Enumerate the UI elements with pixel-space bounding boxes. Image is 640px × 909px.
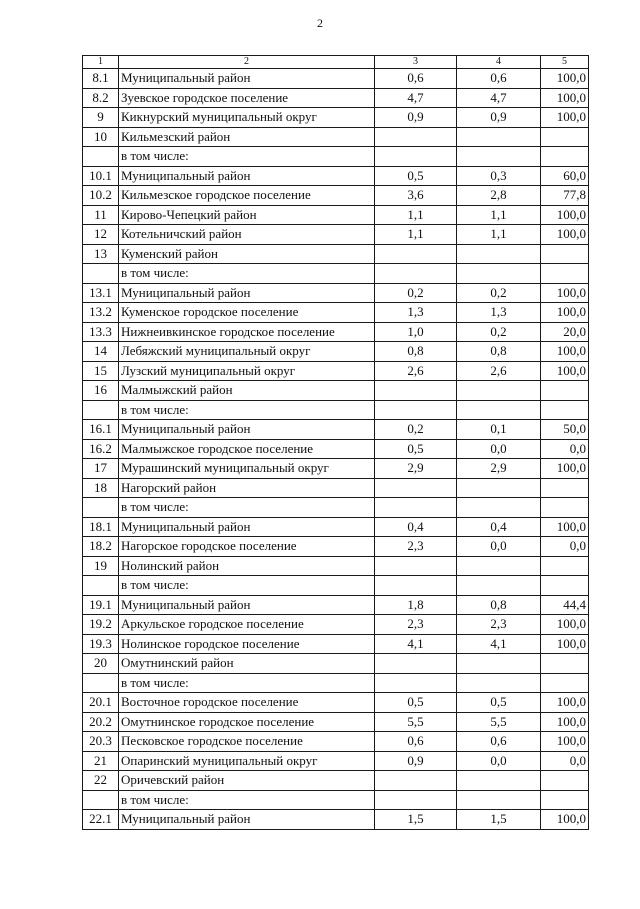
row-number-cell: 18.2 xyxy=(83,537,119,557)
row-actual-cell: 0,3 xyxy=(457,166,541,186)
row-plan-cell xyxy=(375,771,457,791)
row-percent-cell: 60,0 xyxy=(541,166,589,186)
row-actual-cell xyxy=(457,576,541,596)
table-row xyxy=(83,634,589,654)
row-name-cell: в том числе: xyxy=(119,400,375,420)
row-name-cell: Кильмезский район xyxy=(119,127,375,147)
row-number-cell: 22.1 xyxy=(83,810,119,830)
row-percent-cell: 100,0 xyxy=(541,283,589,303)
row-name-cell: Муниципальный район xyxy=(119,166,375,186)
row-percent-cell: 0,0 xyxy=(541,537,589,557)
table-row xyxy=(83,615,589,635)
row-percent-cell xyxy=(541,381,589,401)
row-percent-cell: 100,0 xyxy=(541,634,589,654)
row-name-cell: в том числе: xyxy=(119,264,375,284)
row-name-cell: Муниципальный район xyxy=(119,420,375,440)
row-name-cell: в том числе: xyxy=(119,147,375,167)
row-percent-cell: 100,0 xyxy=(541,88,589,108)
row-actual-cell xyxy=(457,400,541,420)
row-actual-cell xyxy=(457,498,541,518)
row-name-cell: Малмыжский район xyxy=(119,381,375,401)
row-name-cell: Нагорское городское поселение xyxy=(119,537,375,557)
row-number-cell: 16.2 xyxy=(83,439,119,459)
table-row xyxy=(83,322,589,342)
row-plan-cell xyxy=(375,127,457,147)
table-row xyxy=(83,205,589,225)
row-plan-cell: 1,0 xyxy=(375,322,457,342)
row-percent-cell xyxy=(541,478,589,498)
table-row xyxy=(83,810,589,830)
table-row xyxy=(83,712,589,732)
row-number-cell: 13 xyxy=(83,244,119,264)
row-percent-cell: 100,0 xyxy=(541,303,589,323)
row-actual-cell xyxy=(457,654,541,674)
row-plan-cell: 0,9 xyxy=(375,108,457,128)
row-percent-cell xyxy=(541,654,589,674)
row-plan-cell xyxy=(375,790,457,810)
row-number-cell: 10 xyxy=(83,127,119,147)
row-number-cell: 9 xyxy=(83,108,119,128)
row-actual-cell: 2,3 xyxy=(457,615,541,635)
row-percent-cell: 20,0 xyxy=(541,322,589,342)
row-name-cell: Муниципальный район xyxy=(119,810,375,830)
row-percent-cell xyxy=(541,556,589,576)
row-actual-cell xyxy=(457,127,541,147)
table-row xyxy=(83,88,589,108)
table-row xyxy=(83,186,589,206)
table-row xyxy=(83,166,589,186)
row-percent-cell: 100,0 xyxy=(541,712,589,732)
row-plan-cell xyxy=(375,576,457,596)
row-actual-cell xyxy=(457,478,541,498)
row-number-cell: 8.1 xyxy=(83,69,119,89)
header-col-2: 2 xyxy=(119,56,375,69)
row-name-cell: Лебяжский муниципальный округ xyxy=(119,342,375,362)
row-actual-cell xyxy=(457,790,541,810)
row-name-cell: Зуевское городское поселение xyxy=(119,88,375,108)
row-actual-cell xyxy=(457,381,541,401)
row-plan-cell xyxy=(375,556,457,576)
row-percent-cell xyxy=(541,147,589,167)
row-number-cell xyxy=(83,576,119,596)
table-row xyxy=(83,108,589,128)
row-name-cell: Малмыжское городское поселение xyxy=(119,439,375,459)
row-actual-cell: 4,7 xyxy=(457,88,541,108)
row-name-cell: Восточное городское поселение xyxy=(119,693,375,713)
table-row xyxy=(83,478,589,498)
table-row xyxy=(83,420,589,440)
row-actual-cell: 0,1 xyxy=(457,420,541,440)
row-name-cell: в том числе: xyxy=(119,498,375,518)
table-row xyxy=(83,537,589,557)
row-number-cell: 20.1 xyxy=(83,693,119,713)
row-percent-cell: 100,0 xyxy=(541,732,589,752)
row-actual-cell: 5,5 xyxy=(457,712,541,732)
row-actual-cell: 0,5 xyxy=(457,693,541,713)
row-plan-cell xyxy=(375,654,457,674)
row-plan-cell: 1,5 xyxy=(375,810,457,830)
table-row xyxy=(83,147,589,167)
row-actual-cell: 2,9 xyxy=(457,459,541,479)
row-actual-cell: 0,6 xyxy=(457,69,541,89)
row-actual-cell: 1,1 xyxy=(457,205,541,225)
row-plan-cell xyxy=(375,400,457,420)
row-number-cell xyxy=(83,264,119,284)
row-actual-cell: 2,8 xyxy=(457,186,541,206)
row-plan-cell: 1,8 xyxy=(375,595,457,615)
table-row xyxy=(83,400,589,420)
table-row xyxy=(83,361,589,381)
row-plan-cell: 0,5 xyxy=(375,439,457,459)
row-percent-cell: 100,0 xyxy=(541,693,589,713)
row-name-cell: в том числе: xyxy=(119,673,375,693)
row-actual-cell: 0,4 xyxy=(457,517,541,537)
row-actual-cell: 0,8 xyxy=(457,595,541,615)
row-plan-cell: 1,3 xyxy=(375,303,457,323)
row-name-cell: Оричевский район xyxy=(119,771,375,791)
row-percent-cell: 44,4 xyxy=(541,595,589,615)
table-row xyxy=(83,771,589,791)
row-actual-cell xyxy=(457,673,541,693)
row-percent-cell xyxy=(541,576,589,596)
row-plan-cell xyxy=(375,498,457,518)
row-plan-cell: 3,6 xyxy=(375,186,457,206)
row-plan-cell xyxy=(375,244,457,264)
row-plan-cell: 1,1 xyxy=(375,205,457,225)
row-name-cell: в том числе: xyxy=(119,576,375,596)
row-percent-cell xyxy=(541,127,589,147)
table-row xyxy=(83,498,589,518)
row-number-cell: 11 xyxy=(83,205,119,225)
row-plan-cell: 2,6 xyxy=(375,361,457,381)
row-plan-cell: 0,8 xyxy=(375,342,457,362)
row-number-cell: 12 xyxy=(83,225,119,245)
row-name-cell: Нолинский район xyxy=(119,556,375,576)
row-plan-cell: 4,7 xyxy=(375,88,457,108)
row-plan-cell: 0,5 xyxy=(375,693,457,713)
row-percent-cell: 77,8 xyxy=(541,186,589,206)
row-percent-cell: 100,0 xyxy=(541,361,589,381)
row-name-cell: Мурашинский муниципальный округ xyxy=(119,459,375,479)
row-percent-cell xyxy=(541,771,589,791)
table-row xyxy=(83,127,589,147)
row-actual-cell: 0,0 xyxy=(457,439,541,459)
row-name-cell: Кикнурский муниципальный округ xyxy=(119,108,375,128)
row-actual-cell: 1,5 xyxy=(457,810,541,830)
row-percent-cell: 0,0 xyxy=(541,439,589,459)
header-row xyxy=(83,56,589,69)
row-name-cell: Нагорский район xyxy=(119,478,375,498)
row-plan-cell: 0,5 xyxy=(375,166,457,186)
row-actual-cell xyxy=(457,244,541,264)
table-row xyxy=(83,654,589,674)
table-row xyxy=(83,790,589,810)
table-body xyxy=(83,69,589,830)
row-number-cell: 19.3 xyxy=(83,634,119,654)
row-percent-cell xyxy=(541,400,589,420)
row-name-cell: в том числе: xyxy=(119,790,375,810)
row-number-cell: 18 xyxy=(83,478,119,498)
row-plan-cell: 4,1 xyxy=(375,634,457,654)
table-row xyxy=(83,595,589,615)
table-row xyxy=(83,751,589,771)
row-percent-cell: 50,0 xyxy=(541,420,589,440)
row-actual-cell: 1,1 xyxy=(457,225,541,245)
table-row xyxy=(83,556,589,576)
header-col-4: 4 xyxy=(457,56,541,69)
table-row xyxy=(83,244,589,264)
row-actual-cell: 0,0 xyxy=(457,537,541,557)
row-number-cell: 21 xyxy=(83,751,119,771)
row-name-cell: Котельничский район xyxy=(119,225,375,245)
row-name-cell: Лузский муниципальный округ xyxy=(119,361,375,381)
row-percent-cell xyxy=(541,244,589,264)
row-plan-cell: 1,1 xyxy=(375,225,457,245)
row-plan-cell: 0,2 xyxy=(375,420,457,440)
row-name-cell: Куменский район xyxy=(119,244,375,264)
row-name-cell: Кирово-Чепецкий район xyxy=(119,205,375,225)
table-row xyxy=(83,576,589,596)
row-name-cell: Кильмезское городское поселение xyxy=(119,186,375,206)
data-table xyxy=(82,55,589,830)
table-row xyxy=(83,693,589,713)
row-number-cell: 13.1 xyxy=(83,283,119,303)
row-number-cell: 14 xyxy=(83,342,119,362)
row-percent-cell: 0,0 xyxy=(541,751,589,771)
table-row xyxy=(83,69,589,89)
row-actual-cell: 0,0 xyxy=(457,751,541,771)
row-name-cell: Муниципальный район xyxy=(119,69,375,89)
row-name-cell: Аркульское городское поселение xyxy=(119,615,375,635)
row-plan-cell: 0,2 xyxy=(375,283,457,303)
table-row xyxy=(83,264,589,284)
row-plan-cell: 5,5 xyxy=(375,712,457,732)
row-name-cell: Муниципальный район xyxy=(119,517,375,537)
row-plan-cell xyxy=(375,264,457,284)
table-row xyxy=(83,283,589,303)
row-number-cell: 20.2 xyxy=(83,712,119,732)
row-number-cell: 17 xyxy=(83,459,119,479)
row-percent-cell: 100,0 xyxy=(541,810,589,830)
row-percent-cell: 100,0 xyxy=(541,342,589,362)
row-number-cell xyxy=(83,147,119,167)
row-plan-cell: 0,9 xyxy=(375,751,457,771)
row-name-cell: Муниципальный район xyxy=(119,283,375,303)
row-actual-cell: 0,8 xyxy=(457,342,541,362)
row-plan-cell: 2,3 xyxy=(375,615,457,635)
row-number-cell: 15 xyxy=(83,361,119,381)
row-actual-cell xyxy=(457,264,541,284)
row-number-cell xyxy=(83,400,119,420)
row-percent-cell xyxy=(541,673,589,693)
row-plan-cell xyxy=(375,478,457,498)
row-actual-cell: 0,9 xyxy=(457,108,541,128)
table-row xyxy=(83,381,589,401)
row-number-cell: 10.1 xyxy=(83,166,119,186)
table-row xyxy=(83,303,589,323)
row-actual-cell: 2,6 xyxy=(457,361,541,381)
row-plan-cell: 2,3 xyxy=(375,537,457,557)
row-name-cell: Нижнеивкинское городское поселение xyxy=(119,322,375,342)
row-actual-cell: 0,2 xyxy=(457,283,541,303)
row-actual-cell xyxy=(457,556,541,576)
row-number-cell xyxy=(83,673,119,693)
row-plan-cell xyxy=(375,381,457,401)
row-percent-cell: 100,0 xyxy=(541,459,589,479)
row-name-cell: Песковское городское поселение xyxy=(119,732,375,752)
table-row xyxy=(83,225,589,245)
header-col-5: 5 xyxy=(541,56,589,69)
row-number-cell: 16 xyxy=(83,381,119,401)
row-number-cell: 20.3 xyxy=(83,732,119,752)
row-plan-cell: 0,6 xyxy=(375,732,457,752)
row-name-cell: Муниципальный район xyxy=(119,595,375,615)
table-row xyxy=(83,517,589,537)
row-percent-cell: 100,0 xyxy=(541,205,589,225)
table-row xyxy=(83,732,589,752)
row-plan-cell xyxy=(375,673,457,693)
row-name-cell: Опаринский муниципальный округ xyxy=(119,751,375,771)
row-name-cell: Нолинское городское поселение xyxy=(119,634,375,654)
row-number-cell: 19 xyxy=(83,556,119,576)
page-number: 2 xyxy=(317,16,323,30)
row-plan-cell: 2,9 xyxy=(375,459,457,479)
row-number-cell: 19.1 xyxy=(83,595,119,615)
row-percent-cell: 100,0 xyxy=(541,108,589,128)
row-percent-cell: 100,0 xyxy=(541,225,589,245)
row-name-cell: Омутнинское городское поселение xyxy=(119,712,375,732)
row-actual-cell: 1,3 xyxy=(457,303,541,323)
row-percent-cell: 100,0 xyxy=(541,69,589,89)
row-number-cell: 16.1 xyxy=(83,420,119,440)
row-number-cell: 19.2 xyxy=(83,615,119,635)
row-percent-cell: 100,0 xyxy=(541,615,589,635)
table-row xyxy=(83,673,589,693)
row-plan-cell xyxy=(375,147,457,167)
header-col-3: 3 xyxy=(375,56,457,69)
row-number-cell: 13.2 xyxy=(83,303,119,323)
row-name-cell: Омутнинский район xyxy=(119,654,375,674)
row-percent-cell xyxy=(541,498,589,518)
row-percent-cell xyxy=(541,790,589,810)
table-header xyxy=(83,56,589,69)
row-actual-cell: 0,6 xyxy=(457,732,541,752)
row-actual-cell xyxy=(457,147,541,167)
table-row xyxy=(83,342,589,362)
row-plan-cell: 0,4 xyxy=(375,517,457,537)
row-percent-cell: 100,0 xyxy=(541,517,589,537)
row-number-cell: 10.2 xyxy=(83,186,119,206)
row-number-cell: 13.3 xyxy=(83,322,119,342)
row-number-cell: 20 xyxy=(83,654,119,674)
table-row xyxy=(83,459,589,479)
row-actual-cell: 4,1 xyxy=(457,634,541,654)
row-number-cell: 18.1 xyxy=(83,517,119,537)
table-row xyxy=(83,439,589,459)
row-percent-cell xyxy=(541,264,589,284)
row-number-cell xyxy=(83,498,119,518)
row-actual-cell xyxy=(457,771,541,791)
row-number-cell xyxy=(83,790,119,810)
header-col-1: 1 xyxy=(83,56,119,69)
row-name-cell: Куменское городское поселение xyxy=(119,303,375,323)
row-number-cell: 22 xyxy=(83,771,119,791)
row-actual-cell: 0,2 xyxy=(457,322,541,342)
row-plan-cell: 0,6 xyxy=(375,69,457,89)
row-number-cell: 8.2 xyxy=(83,88,119,108)
